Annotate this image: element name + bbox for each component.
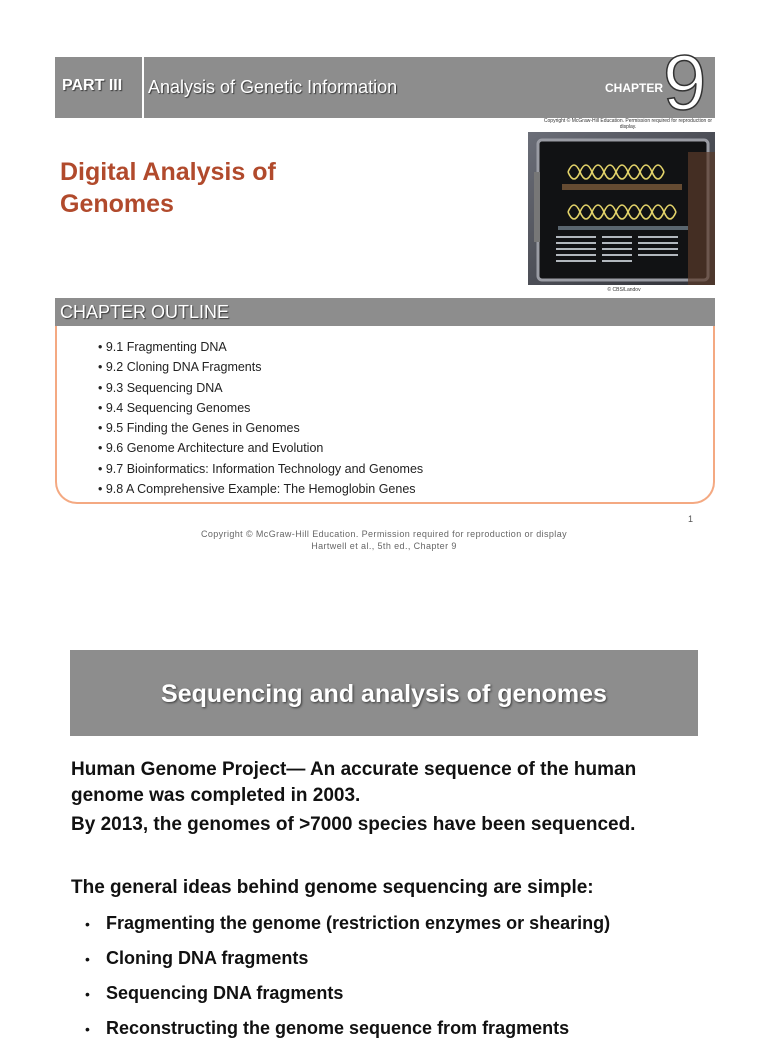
outline-item: • 9.6 Genome Architecture and Evolution: [98, 438, 423, 458]
paragraph-hgp-line2: genome was completed in 2003.: [71, 785, 361, 806]
bullet-icon: •: [85, 951, 90, 967]
chapter-outline-heading: CHAPTER OUTLINE: [60, 302, 230, 322]
part-title: Analysis of Genetic Information: [148, 77, 398, 97]
chapter-outline-header: [55, 298, 715, 326]
list-item: [85, 1013, 610, 1048]
photo-copyright: Copyright © McGraw-Hill Education. Permission required for reproduction or display.: [543, 118, 713, 130]
paragraph-species: By 2013, the genomes of >7000 species have been sequenced.: [71, 814, 636, 835]
banner-divider: [142, 57, 144, 118]
list-item-text: Cloning DNA fragments: [106, 948, 309, 968]
paragraph-general-ideas: The general ideas behind genome sequencing are simple:: [71, 877, 594, 898]
chapter-title: [60, 156, 276, 220]
outline-item: • 9.4 Sequencing Genomes: [98, 398, 423, 418]
outline-item: • 9.2 Cloning DNA Fragments: [98, 357, 423, 377]
chapter-number: 9: [663, 38, 707, 126]
list-item-text: Reconstructing the genome sequence from fragments: [106, 1018, 570, 1038]
paragraph-hgp-line1: Human Genome Project— An accurate sequence of the human: [71, 759, 637, 780]
footer-copyright: Copyright © McGraw-Hill Education. Permission required for reproduction or display: [200, 529, 568, 539]
chapter-label: CHAPTER: [605, 81, 664, 95]
dna-monitor-illustration: [528, 132, 715, 285]
chapter-title-line1: Digital Analysis of: [60, 158, 276, 186]
outline-item: • 9.7 Bioinformatics: Information Technology and Genomes: [98, 459, 423, 479]
outline-item: • 9.8 A Comprehensive Example: The Hemoglobin Genes: [98, 479, 423, 499]
outline-item: • 9.3 Sequencing DNA: [98, 378, 423, 398]
page-number: 1: [688, 514, 694, 524]
part-label: PART III: [62, 77, 123, 94]
bullet-icon: •: [85, 1021, 90, 1037]
list-item: [85, 978, 610, 1013]
slide-title-banner: [70, 650, 698, 736]
footer-citation: Hartwell et al., 5th ed., Chapter 9: [311, 541, 457, 551]
outline-item: • 9.5 Finding the Genes in Genomes: [98, 418, 423, 438]
outline-item: • 9.1 Fragmenting DNA: [98, 337, 423, 357]
chapter-photo: [528, 132, 715, 285]
sequencing-steps-list: [85, 908, 610, 1048]
list-item-text: Fragmenting the genome (restriction enzymes or shearing): [106, 913, 611, 933]
bullet-icon: •: [85, 916, 90, 932]
photo-credit: © CBS/Landov: [607, 287, 641, 293]
bullet-icon: •: [85, 986, 90, 1002]
chapter-title-line2: Genomes: [60, 190, 174, 218]
paragraph-hgp: [71, 757, 636, 809]
slide-title: Sequencing and analysis of genomes: [161, 680, 607, 708]
list-item: [85, 943, 610, 978]
list-item: [85, 908, 610, 943]
list-item-text: Sequencing DNA fragments: [106, 983, 344, 1003]
chapter-outline-list: [98, 337, 423, 499]
